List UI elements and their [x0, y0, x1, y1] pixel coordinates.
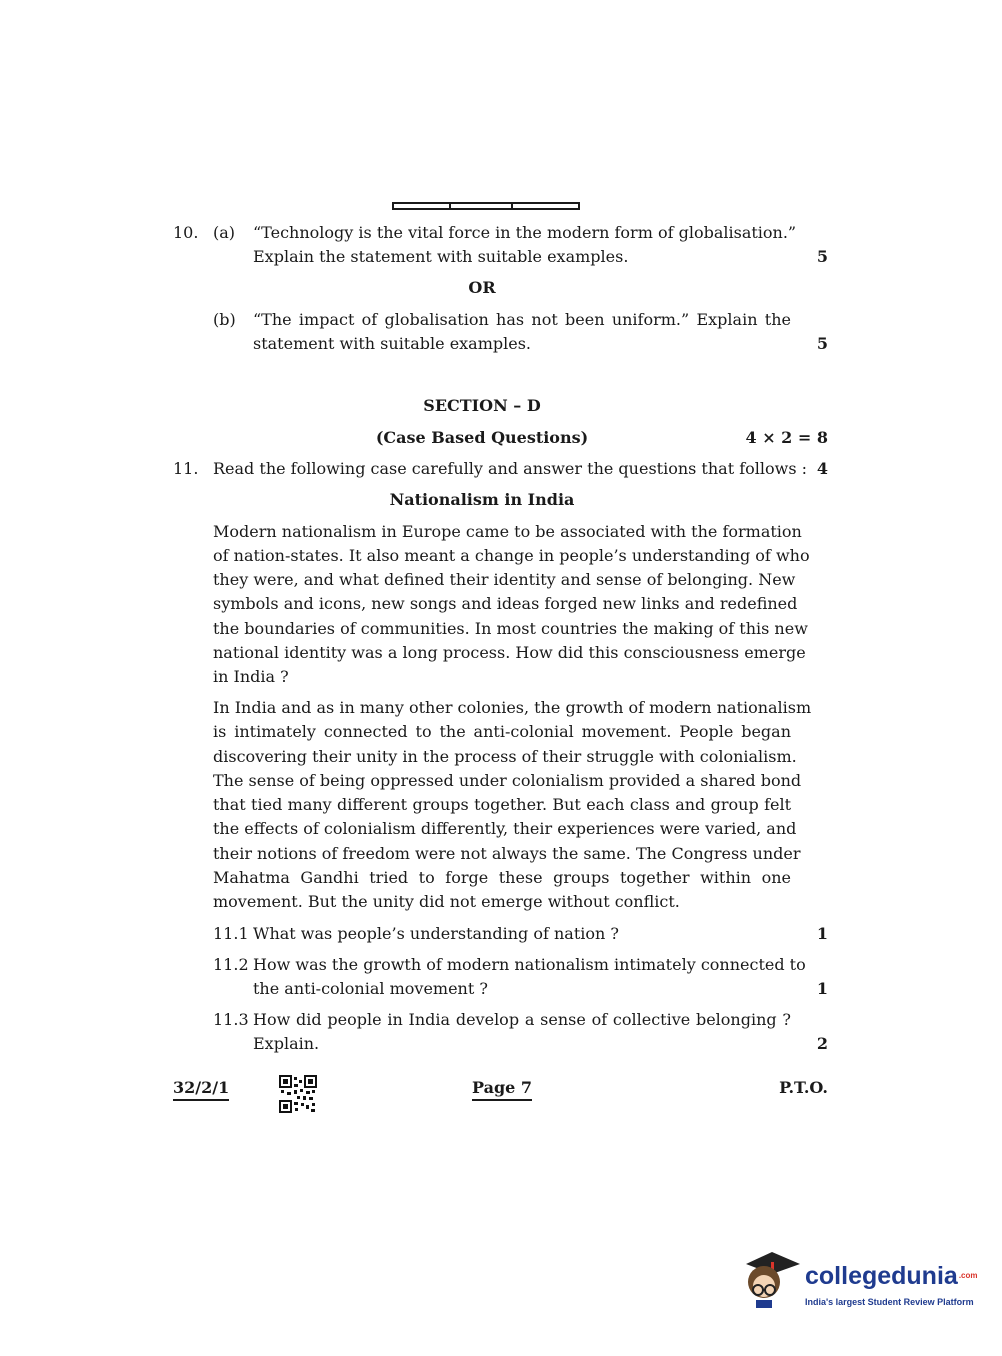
- subquestion-1-text: What was people’s understanding of nation ?: [253, 924, 619, 943]
- section-title: SECTION – D: [423, 396, 541, 415]
- paragraph-2-line: is intimately connected to the anti-colonial movement. People began: [213, 722, 791, 741]
- paragraph-1-line: the boundaries of communities. In most countries the making of this new: [213, 619, 808, 638]
- subquestion-2-line-1: How was the growth of modern nationalism intimately connected to: [253, 955, 806, 974]
- question-10b-line-2: statement with suitable examples.: [253, 334, 532, 353]
- paragraph-1-line: they were, and what defined their identity and sense of belonging. New: [213, 570, 796, 589]
- question-10a-line-2: Explain the statement with suitable examples.: [253, 247, 629, 266]
- paragraph-1-line: of nation-states. It also meant a change in people’s understanding of who: [213, 546, 810, 565]
- question-10a-line-1: “Technology is the vital force in the modern form of globalisation.”: [253, 223, 797, 242]
- paragraph-2-line: discovering their unity in the process of their struggle with colonialism.: [213, 747, 797, 766]
- subquestion-1-number: 11.1: [213, 924, 249, 943]
- question-10-number: 10.: [173, 223, 199, 242]
- brand-name: collegedunia$^{.com}$: [805, 1262, 978, 1290]
- question-11-number: 11.: [173, 459, 199, 478]
- section-marks: 4 × 2 = 8: [745, 428, 828, 447]
- paragraph-2-line: that tied many different groups together. But each class and group felt: [213, 795, 791, 814]
- or-divider: OR: [468, 278, 496, 297]
- subquestion-1-marks: 1: [816, 924, 828, 943]
- paragraph-2-line: In India and as in many other colonies, the growth of modern nationalism: [213, 698, 812, 717]
- paper-code: 32/2/1: [173, 1078, 229, 1098]
- question-10b-label: (b): [213, 310, 236, 329]
- section-subtitle: (Case Based Questions): [375, 428, 589, 447]
- subquestion-3-line-2: Explain.: [253, 1034, 320, 1053]
- subquestion-2-line-2: the anti-colonial movement ?: [253, 979, 488, 998]
- paragraph-2-line: movement. But the unity did not emerge without conflict.: [213, 892, 680, 911]
- subquestion-2-number: 11.2: [213, 955, 249, 974]
- paragraph-2-line: The sense of being oppressed under colonialism provided a shared bond: [213, 771, 802, 790]
- question-10b-marks: 5: [816, 334, 828, 353]
- mascot-icon: [742, 1250, 802, 1310]
- paragraph-1-line: Modern nationalism in Europe came to be associated with the formation: [213, 522, 802, 541]
- case-heading: Nationalism in India: [389, 490, 575, 509]
- question-11-marks: 4: [816, 459, 828, 478]
- question-10b-line-1: “The impact of globalisation has not been uniform.” Explain the: [253, 310, 791, 329]
- pto-label: P.T.O.: [779, 1078, 828, 1097]
- subquestion-3-marks: 2: [816, 1034, 828, 1053]
- paragraph-2-line: Mahatma Gandhi tried to forge these groups together within one: [213, 868, 791, 887]
- subquestion-3-number: 11.3: [213, 1010, 249, 1029]
- subquestion-3-line-1: How did people in India develop a sense of collective belonging ?: [253, 1010, 791, 1029]
- subquestion-2-marks: 1: [816, 979, 828, 998]
- paragraph-2-line: the effects of colonialism differently, their experiences were varied, and: [213, 819, 797, 838]
- paragraph-1-line: in India ?: [213, 667, 289, 686]
- paragraph-1-line: symbols and icons, new songs and ideas forged new links and redefined: [213, 594, 798, 613]
- question-11-instruction: Read the following case carefully and answer the questions that follows :: [213, 459, 808, 478]
- top-divider-bar: [392, 202, 580, 210]
- paragraph-1-line: national identity was a long process. How did this consciousness emerge: [213, 643, 806, 662]
- paragraph-2-line: their notions of freedom were not always the same. The Congress under: [213, 844, 801, 863]
- question-10a-label: (a): [213, 223, 236, 242]
- question-10a-marks: 5: [816, 247, 828, 266]
- brand-tagline: India's largest Student Review Platform: [805, 1297, 974, 1307]
- page-number: Page 7: [472, 1078, 532, 1098]
- qr-code-icon: [279, 1075, 317, 1113]
